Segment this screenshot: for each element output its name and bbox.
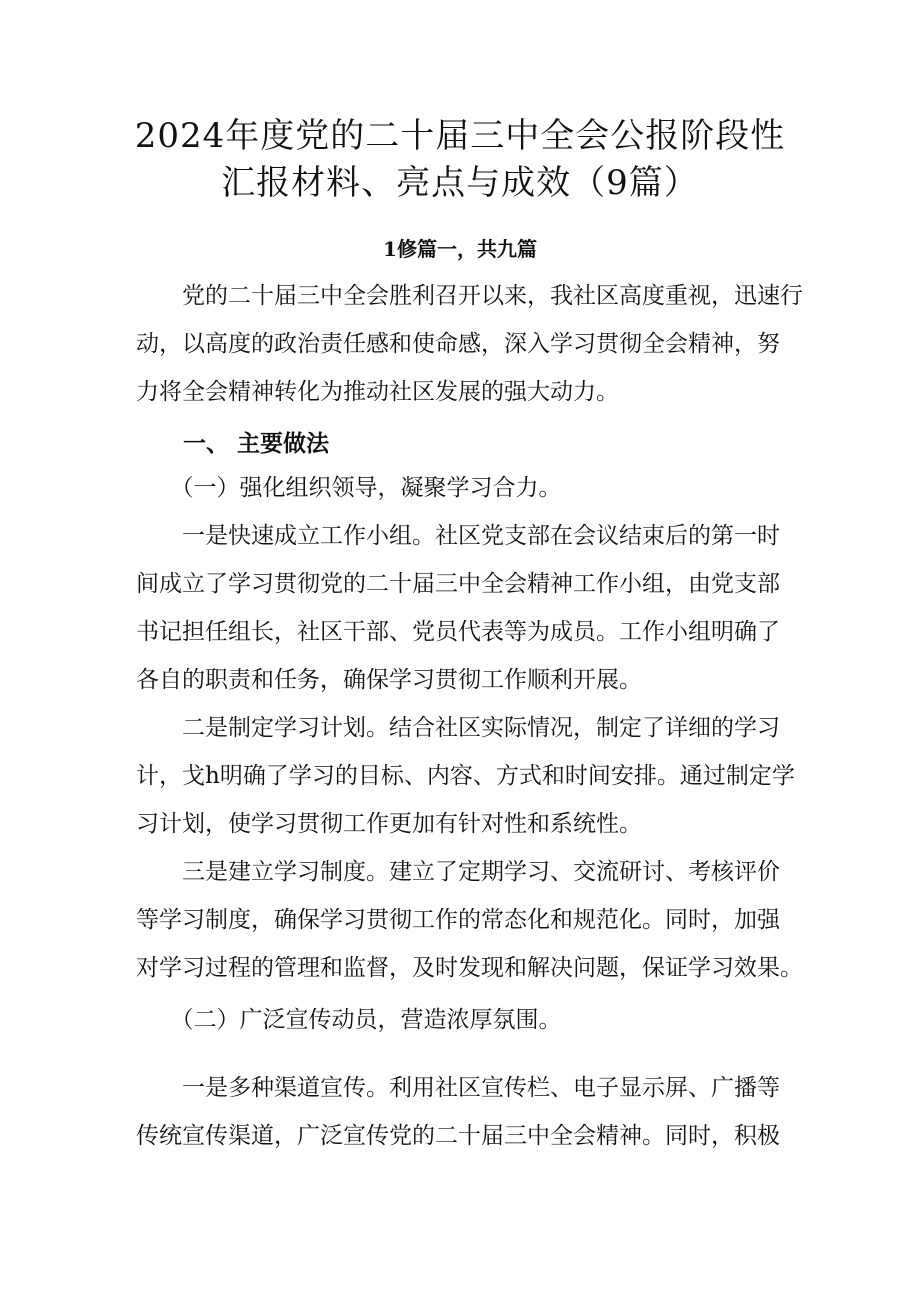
paragraph-line: 一是快速成立工作小组。社区党支部在会议结束后的第一时 — [136, 523, 780, 549]
document-title-line-2: 汇报材料、亮点与成效（9篇） — [221, 163, 699, 203]
paragraph-line: 计，戈h明确了学习的目标、内容、方式和时间安排。通过制定学 — [136, 763, 795, 789]
paragraph-line: 党的二十届三中全会胜利召开以来，我社区高度重视，迅速行 — [136, 283, 803, 309]
paragraph-line: 三是建立学习制度。建立了定期学习、交流研讨、考核评价 — [136, 859, 780, 885]
paragraph-line: 各自的职责和任务，确保学习贯彻工作顺利开展。 — [136, 667, 642, 693]
subsection-heading: （一）强化组织领导，凝聚学习合力。 — [136, 475, 562, 501]
subsection-heading: （二）广泛宣传动员，营造浓厚氛围。 — [136, 1007, 562, 1033]
section-heading: 一、 主要做法 — [183, 430, 330, 457]
paragraph-line: 等学习制度，确保学习贯彻工作的常态化和规范化。同时，加强 — [136, 907, 780, 933]
paragraph-line: 一是多种渠道宣传。利用社区宣传栏、电子显示屏、广播等 — [136, 1075, 780, 1101]
paragraph-line: 力将全会精神转化为推动社区发展的强大动力。 — [136, 379, 619, 405]
paragraph-line: 对学习过程的管理和监督，及时发现和解决问题，保证学习效果。 — [136, 955, 803, 981]
paragraph-line: 习计划，使学习贯彻工作更加有针对性和系统性。 — [136, 811, 642, 837]
paragraph-line: 动，以高度的政治责任感和使命感，深入学习贯彻全会精神，努 — [136, 331, 780, 357]
paragraph-line: 二是制定学习计划。结合社区实际情况，制定了详细的学习 — [136, 715, 780, 741]
paragraph-line: 间成立了学习贯彻党的二十届三中全会精神工作小组，由党支部 — [136, 571, 780, 597]
paragraph-line: 书记担任组长，社区干部、党员代表等为成员。工作小组明确了 — [136, 619, 780, 645]
document-title-line-1: 2024年度党的二十届三中全会公报阶段性 — [134, 116, 786, 156]
paragraph-line: 传统宣传渠道，广泛宣传党的二十届三中全会精神。同时，积极 — [136, 1123, 780, 1149]
document-subtitle: 1修篇一，共九篇 — [383, 237, 537, 261]
